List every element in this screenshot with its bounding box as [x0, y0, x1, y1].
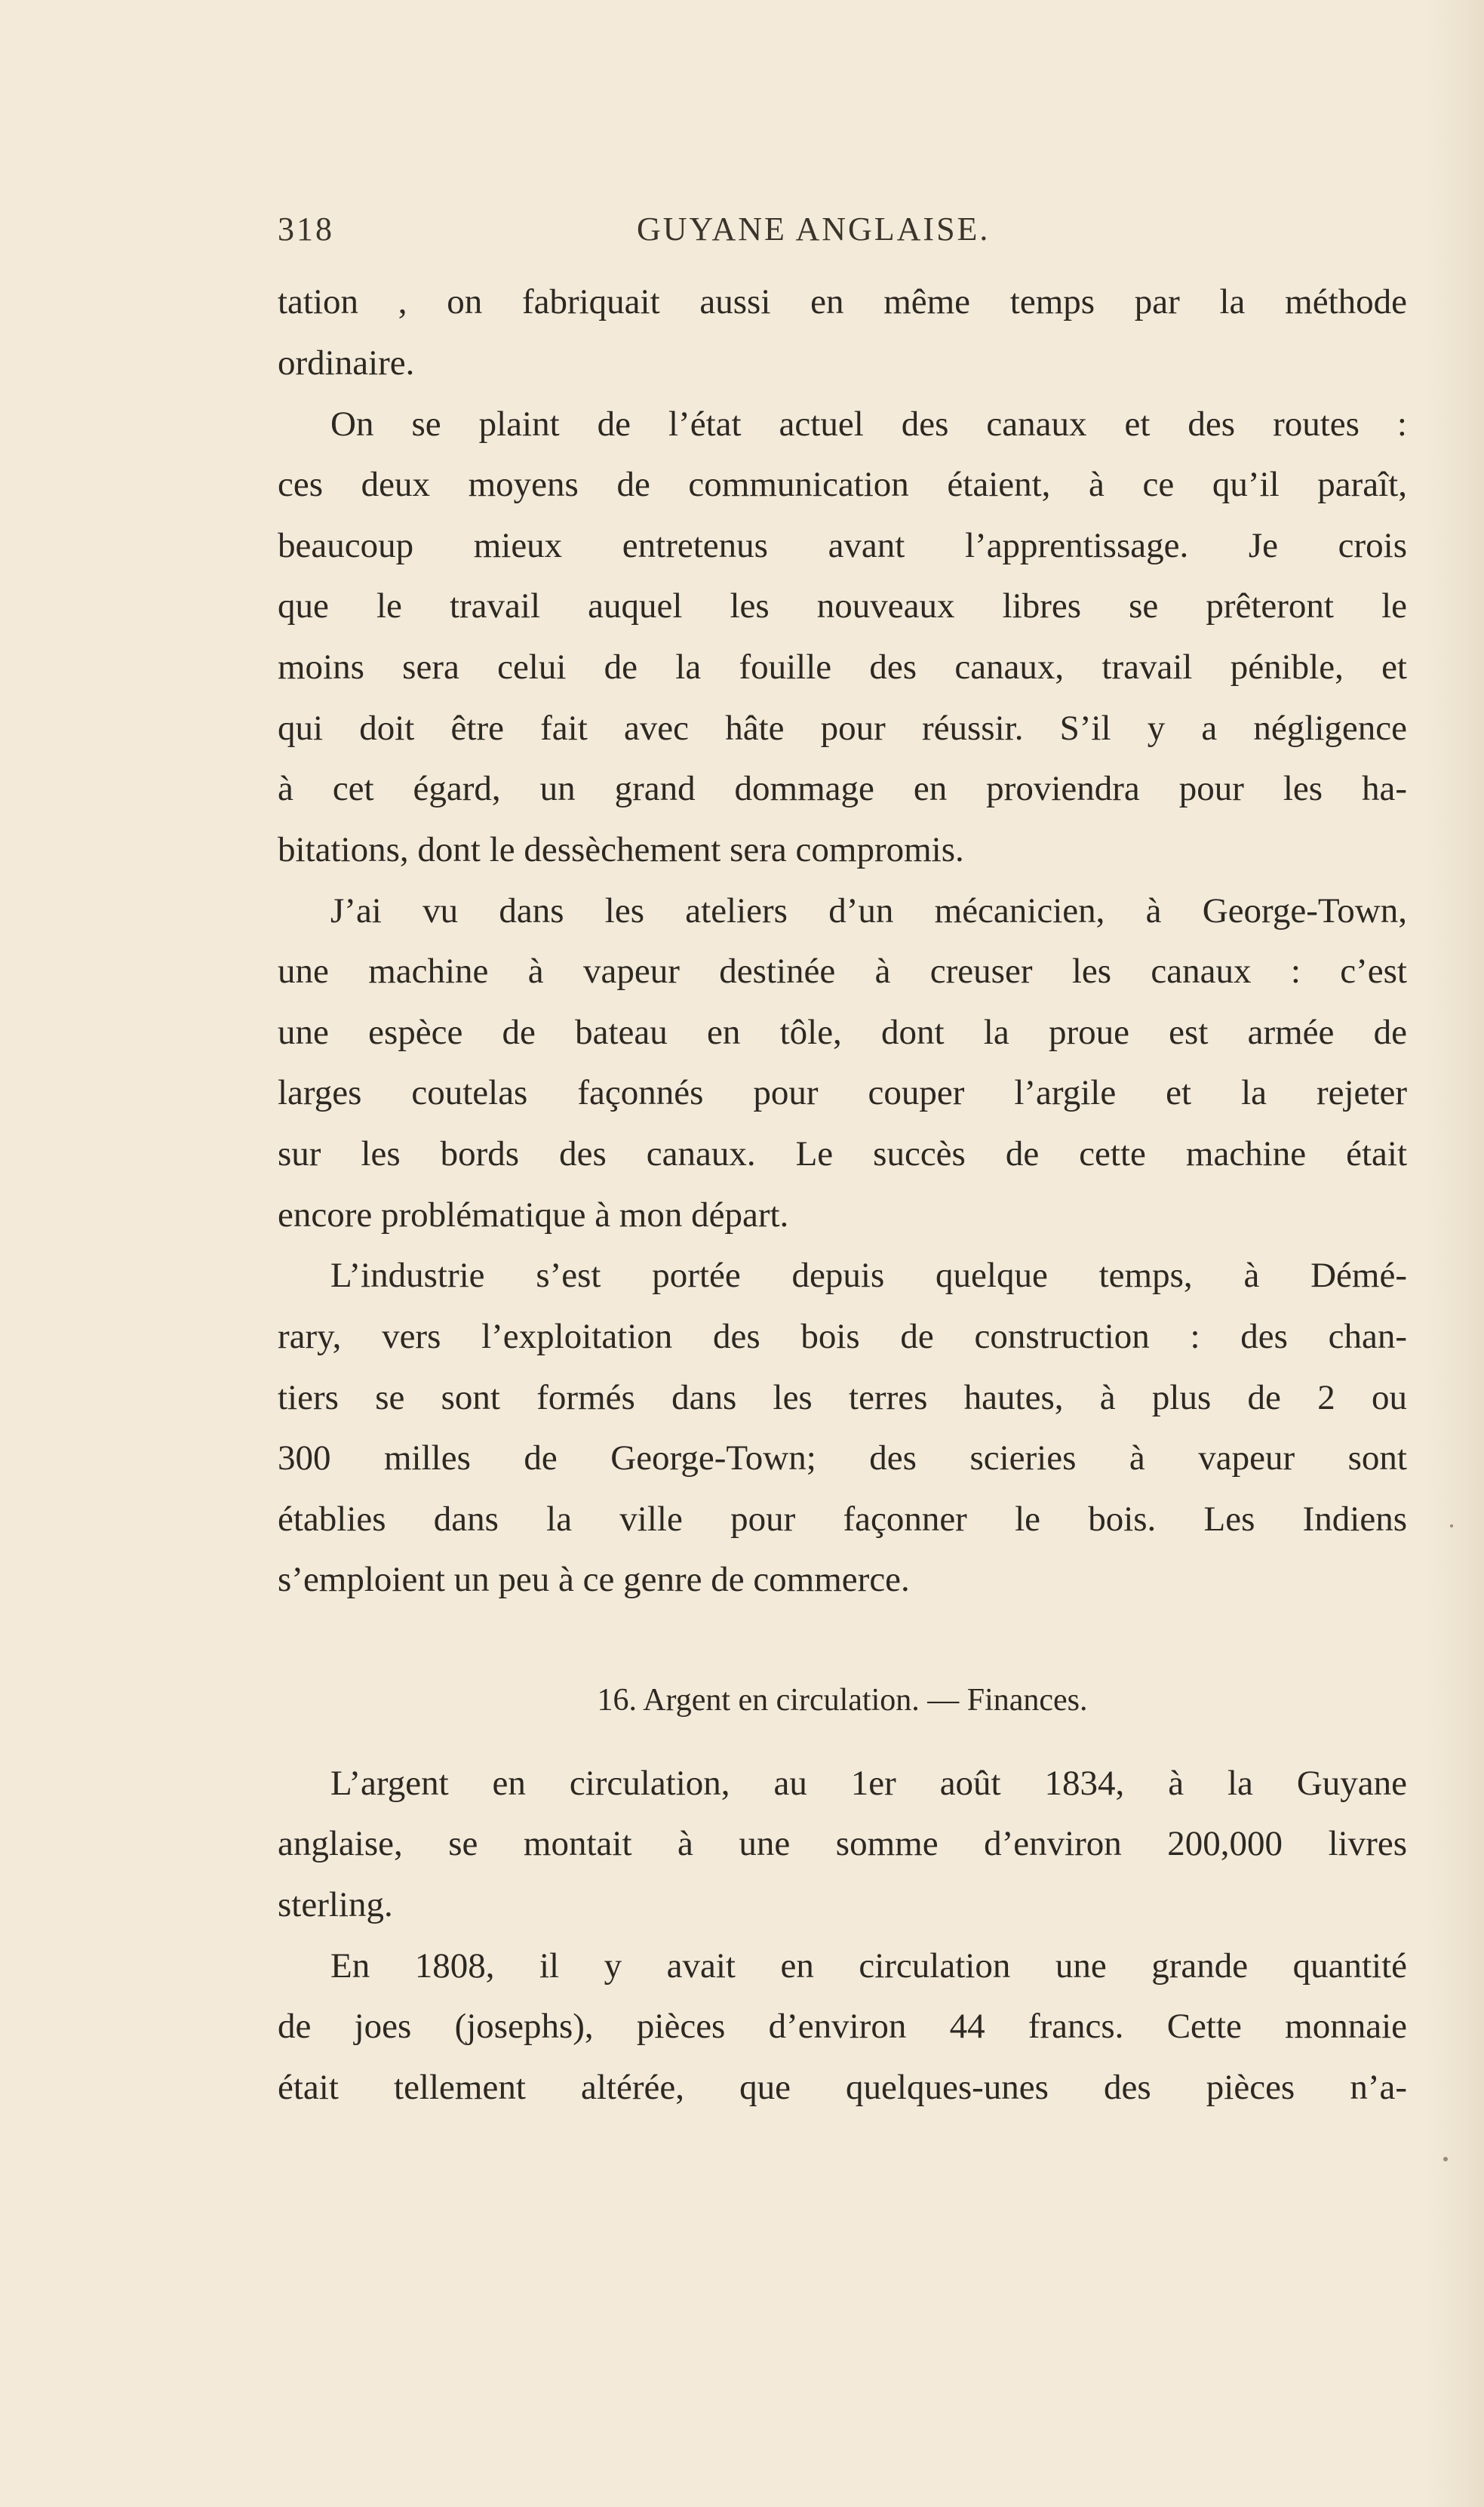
text-line: encore problématique à mon départ. [278, 1195, 789, 1235]
text-line: une machine à vapeur destinée à creuser les canaux : c’est [278, 952, 1407, 991]
paper-speck [1443, 2157, 1448, 2161]
text-line: En 1808, il y avait en circulation une grande quantité [330, 1946, 1407, 1986]
running-title: GUYANE ANGLAISE. [637, 211, 991, 248]
text-line: 300 milles de George-Town; des scieries à vapeur sont [278, 1438, 1407, 1478]
text-line: anglaise, se montait à une somme d’environ 200,000 livres [278, 1824, 1407, 1863]
page-number: 318 [278, 211, 334, 248]
text-line: s’emploient un peu à ce genre de commerce. [278, 1560, 910, 1599]
page-edge-shadow [1426, 0, 1484, 2507]
text-line: ordinaire. [278, 343, 415, 383]
text-line: que le travail auquel les nouveaux libres se prêteront le [278, 586, 1407, 626]
text-line: beaucoup mieux entretenus avant l’apprentissage. Je crois [278, 526, 1407, 565]
paper-speck [1450, 1524, 1453, 1527]
running-head [278, 210, 1062, 255]
text-line: sterling. [278, 1885, 393, 1924]
text-line: était tellement altérée, que quelques-unes des pièces n’a- [278, 2068, 1407, 2107]
text-line: bitations, dont le dessèchement sera compromis. [278, 830, 964, 869]
text-line: une espèce de bateau en tôle, dont la proue est armée de [278, 1013, 1407, 1052]
text-line: ces deux moyens de communication étaient, à ce qu’il paraît, [278, 465, 1407, 504]
text-line: J’ai vu dans les ateliers d’un mécanicien, à George-Town, [330, 891, 1407, 931]
text-line: rary, vers l’exploitation des bois de construction : des chan- [278, 1317, 1407, 1356]
text-line: On se plaint de l’état actuel des canaux et des routes : [330, 405, 1407, 444]
text-line: tiers se sont formés dans les terres hautes, à plus de 2 ou [278, 1378, 1407, 1417]
text-line: établies dans la ville pour façonner le bois. Les Indiens [278, 1500, 1407, 1539]
text-line: tation , on fabriquait aussi en même temps par la méthode [278, 282, 1407, 321]
text-line: sur les bords des canaux. Le succès de cette machine était [278, 1134, 1407, 1174]
text-line: de joes (josephs), pièces d’environ 44 francs. Cette monnaie [278, 2007, 1407, 2046]
text-line: L’industrie s’est portée depuis quelque temps, à Démé- [330, 1256, 1407, 1295]
text-line: larges coutelas façonnés pour couper l’argile et la rejeter [278, 1073, 1407, 1112]
text-line: à cet égard, un grand dommage en proviendra pour les ha- [278, 769, 1407, 808]
text-line: moins sera celui de la fouille des canaux, travail pénible, et [278, 648, 1407, 687]
section-heading: 16. Argent en circulation. — Finances. [597, 1683, 1088, 1718]
text-line: L’argent en circulation, au 1er août 1834, à la Guyane [330, 1764, 1407, 1803]
text-line: qui doit être fait avec hâte pour réussir. S’il y a négligence [278, 709, 1407, 748]
